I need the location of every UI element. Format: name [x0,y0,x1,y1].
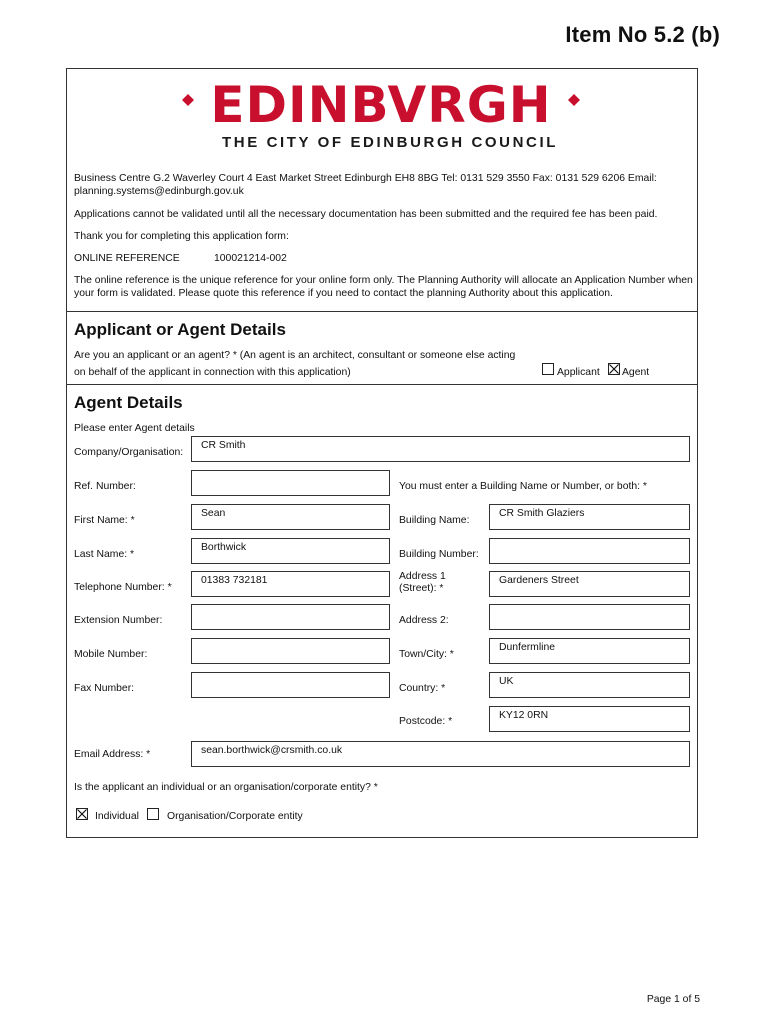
extension-label: Extension Number: [74,615,163,626]
individual-checkbox[interactable] [76,808,88,820]
office-address: Business Centre G.2 Waverley Court 4 East Market Street Edinburgh EH8 8BG Tel: 0131 529 3550 Fax: 0131 529 6206 Email: planning.systems@edinburgh.gov.uk [74,173,657,197]
organisation-checkbox[interactable] [147,808,159,820]
last-name-label: Last Name: * [74,549,135,560]
online-reference-note: The online reference is the unique reference for your online form only. The Planning Authority will allocate an Application Number when your form is validated. Please quote this reference if you need to contact the planning Authority about this application. [74,275,693,299]
online-reference-label: ONLINE REFERENCE [74,253,180,264]
building-name-field[interactable]: CR Smith Glaziers [489,504,690,530]
page-number: Page 1 of 5 [646,994,700,1005]
ref-number-field[interactable] [191,470,390,496]
applicant-checkbox[interactable] [542,363,554,375]
organisation-option-label: Organisation/Corporate entity [167,811,303,822]
telephone-field[interactable]: 01383 732181 [191,571,390,597]
telephone-label: Telephone Number: * [74,582,172,593]
ref-number-label: Ref. Number: [74,481,136,492]
country-label: Country: * [399,683,446,694]
section-divider [66,384,698,385]
mobile-field[interactable] [191,638,390,664]
fax-field[interactable] [191,672,390,698]
logo-subtitle: THE CITY OF EDINBURGH COUNCIL [222,134,558,151]
fax-label: Fax Number: [74,683,135,694]
first-name-field[interactable]: Sean [191,504,390,530]
email-field[interactable]: sean.borthwick@crsmith.co.uk [191,741,690,767]
diamond-right-icon [568,94,580,106]
town-label: Town/City: * [399,649,454,660]
last-name-field[interactable]: Borthwick [191,538,390,564]
logo-wordmark [150,76,610,136]
applicant-option-label: Applicant [557,367,600,378]
applicant-question-line2: on behalf of the applicant in connection with this application) [74,367,351,378]
section-title-applicant-agent: Applicant or Agent Details [74,320,286,339]
logo-wordmark-text: EDINBVRGH [210,76,552,134]
check-x-icon [609,364,619,374]
address1-label-line2: (Street): * [399,583,444,594]
address1-field[interactable]: Gardeners Street [489,571,690,597]
extension-field[interactable] [191,604,390,630]
address2-field[interactable] [489,604,690,630]
validation-note: Applications cannot be validated until all the necessary documentation has been submitted and the required fee has been paid. [74,209,658,220]
building-requirement-note: You must enter a Building Name or Number, or both: * [399,481,647,492]
building-number-field[interactable] [489,538,690,564]
diamond-left-icon [182,94,194,106]
applicant-question-line1: Are you an applicant or an agent? * (An agent is an architect, consultant or someone else acting [74,350,516,361]
email-label: Email Address: * [74,749,151,760]
section-divider [66,311,698,312]
check-x-icon [77,809,87,819]
first-name-label: First Name: * [74,515,135,526]
agent-option-label: Agent [622,367,650,378]
address1-label [399,571,446,595]
mobile-label: Mobile Number: [74,649,148,660]
individual-option-label: Individual [95,811,139,822]
address2-label: Address 2: [399,615,449,626]
country-field[interactable]: UK [489,672,690,698]
item-number: Item No 5.2 (b) [565,22,720,47]
town-field[interactable]: Dunfermline [489,638,690,664]
thanks-text: Thank you for completing this application form: [74,231,289,242]
section-title-agent-details: Agent Details [74,393,183,412]
address1-label-line1: Address 1 [399,571,446,582]
entity-question: Is the applicant an individual or an organisation/corporate entity? * [74,782,378,793]
postcode-field[interactable]: KY12 0RN [489,706,690,732]
postcode-label: Postcode: * [399,716,453,727]
agent-details-prompt: Please enter Agent details [74,423,195,434]
company-label: Company/Organisation: [74,447,184,458]
agent-checkbox[interactable] [608,363,620,375]
company-field[interactable]: CR Smith [191,436,690,462]
building-name-label: Building Name: [399,515,470,526]
online-reference-value: 100021214-002 [214,253,287,264]
building-number-label: Building Number: [399,549,479,560]
